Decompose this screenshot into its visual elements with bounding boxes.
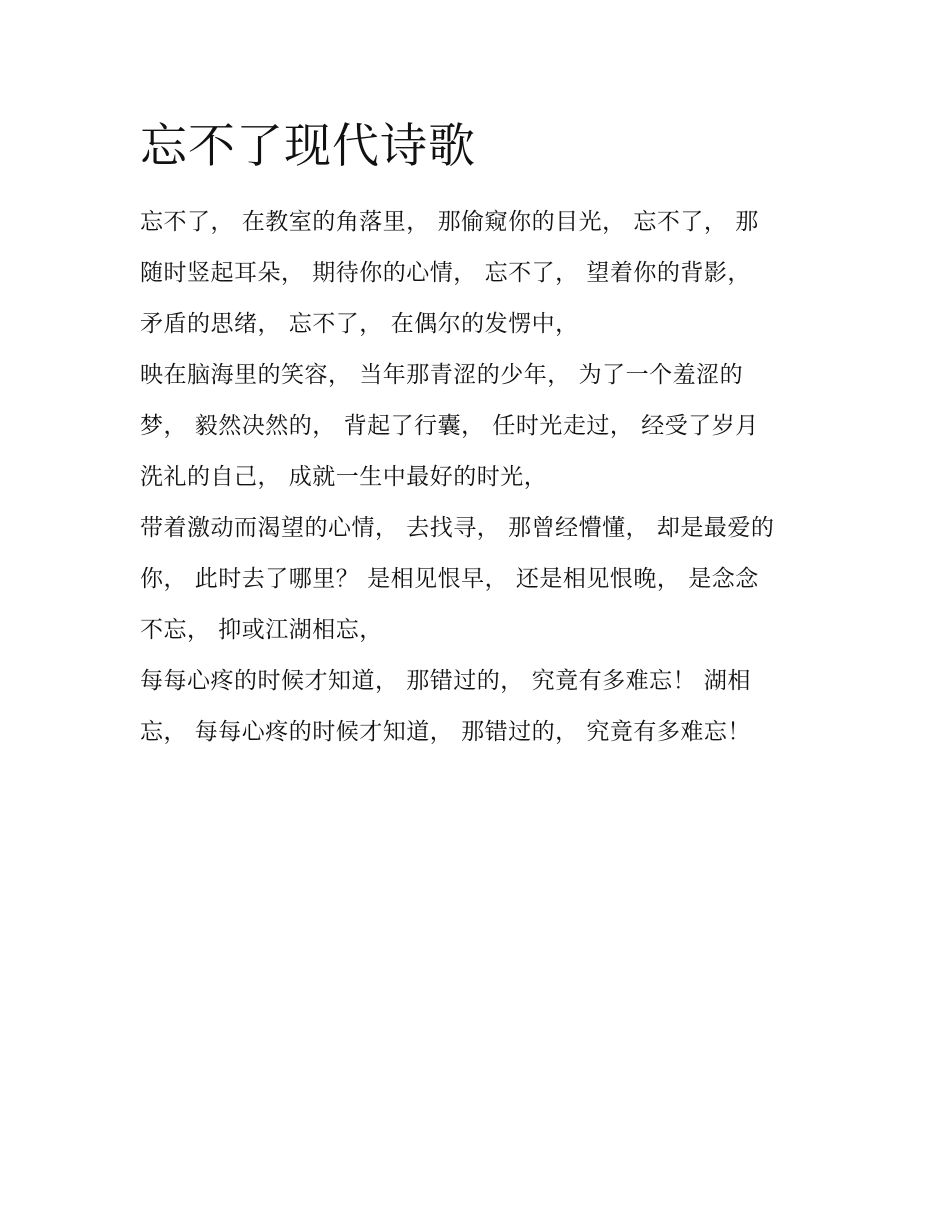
poem-line: 不忘， 抑或江湖相忘， — [140, 617, 383, 643]
poem-line: 随时竖起耳朵， 期待你的心情， 忘不了， 望着你的背影， — [140, 260, 751, 286]
poem-line: 忘， 每每心疼的时候才知道， 那错过的， 究竟有多难忘！ — [140, 719, 751, 745]
poem-line: 带着激动而渴望的心情， 去找寻， 那曾经懵懂， 却是最爱的 — [140, 515, 775, 541]
poem-body — [140, 197, 840, 758]
poem-line: 忘不了， 在教室的角落里， 那偷窥你的目光， 忘不了， 那 — [140, 209, 759, 235]
poem-line: 矛盾的思绪， 忘不了， 在偶尔的发愣中， — [140, 311, 579, 337]
document-title: 忘不了现代诗歌 — [140, 119, 476, 174]
poem-line: 洗礼的自己， 成就一生中最好的时光， — [140, 464, 548, 490]
poem-line: 你， 此时去了哪里？ 是相见恨早， 还是相见恨晚， 是念念 — [140, 566, 759, 592]
poem-line: 梦， 毅然决然的， 背起了行囊， 任时光走过， 经受了岁月 — [140, 413, 759, 439]
poem-line: 映在脑海里的笑容， 当年那青涩的少年， 为了一个羞涩的 — [140, 362, 744, 388]
poem-line: 每每心疼的时候才知道， 那错过的， 究竟有多难忘！ 湖相 — [140, 668, 751, 694]
